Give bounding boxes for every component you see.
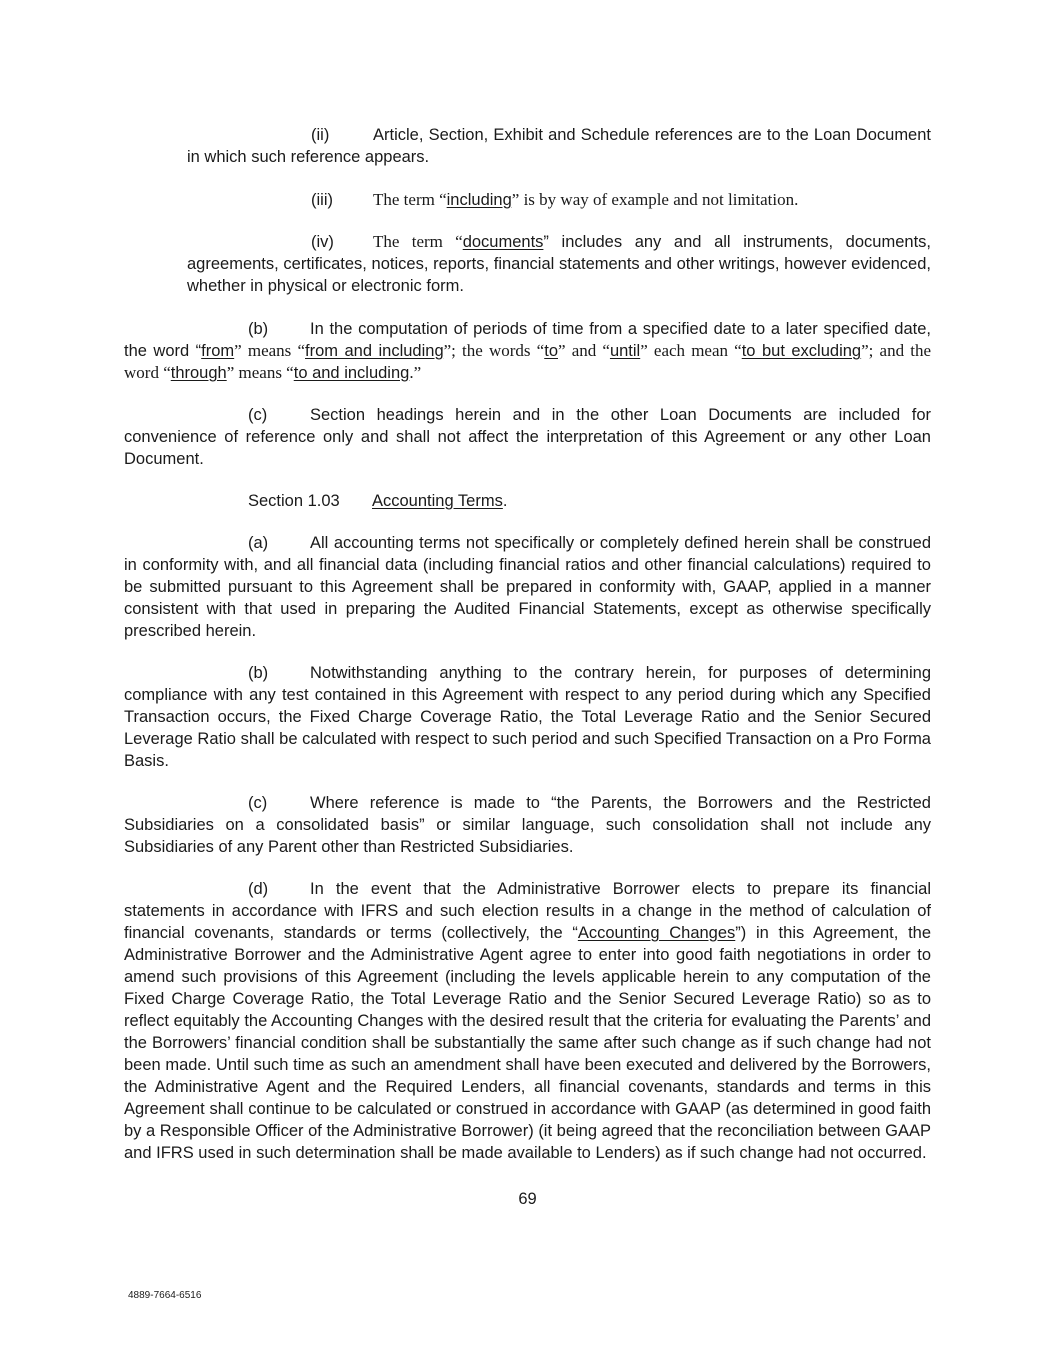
document-id: 4889-7664-6516: [128, 1290, 202, 1301]
paragraph-text: In the event that the Administrative Borrower elects to prepare its financial statements in accordance with IFRS and such election results in a change in the method of calculation of financial covenants, standards or terms (collectively, the “: [124, 880, 931, 942]
paragraph-text: ” each mean “: [640, 341, 742, 360]
section-number: Section 1.03: [248, 492, 340, 510]
paragraph-label: (iii): [311, 191, 333, 209]
section-title: Accounting Terms: [372, 492, 503, 510]
paragraph-b-computation: [124, 318, 931, 384]
paragraph-text: ” and “: [558, 341, 610, 360]
section-period: .: [502, 492, 508, 510]
defined-term: through: [170, 364, 227, 382]
paragraph-text: In the computation of periods of time from a specified date to a later specified date, the word “: [124, 320, 931, 360]
paragraph-text: All accounting terms not specifically or completely defined herein shall be construed in conformity with, and all financial data (including financial ratios and other financial calculations) required to be submitted pursuant to this Agreement shall be prepared in conformity with, GAAP, applied in a manner consistent with that used in preparing the Audited Financial Statements, except as otherwise specifically prescribed herein.: [124, 534, 931, 640]
paragraph-text: ”) in this Agreement, the Administrative Borrower and the Administrative Agent agree to enter into good faith negotiations in order to amend such provisions of this Agreement (including the levels applicable herein to any computation of the Fixed Charge Coverage Ratio, the Total Leverage Ratio and the Senior Secured Leverage Ratio) so as to reflect equitably the Accounting Changes with the desired result that the criteria for evaluating the Parents’ and the Borrowers’ financial condition shall be substantially the same after such change as if such change had not been made. Until such time as such an amendment shall have been executed and delivered by the Borrowers, the Administrative Agent and the Required Lenders, all financial covenants, standards and terms in this Agreement shall continue to be calculated or construed in accordance with GAAP (as determined in good faith by a Responsible Officer of the Administrative Borrower) (it being agreed that the reconciliation between GAAP and IFRS used in such determination shall be made available to Lenders) as if such change had not occurred.: [124, 924, 932, 1162]
defined-term: to and including: [293, 364, 410, 382]
paragraph-text: The term “: [373, 232, 463, 251]
paragraph-ii: [187, 124, 931, 168]
paragraph-text: ” includes any and all instruments, documents, agreements, certificates, notices, reports, financial statements and other writings, however evidenced, whether in physical or electronic form.: [187, 233, 931, 295]
paragraph-label: (b): [248, 664, 269, 682]
paragraph-text: .”: [409, 363, 422, 382]
paragraph-c-headings: [124, 404, 931, 470]
defined-term: to but excluding: [741, 342, 862, 360]
paragraph-label: (b): [248, 320, 269, 338]
paragraph-label: (d): [248, 880, 269, 898]
paragraph-iii: [187, 189, 931, 211]
paragraph-text: Section headings herein and in the other Loan Documents are included for convenience of reference only and shall not affect the interpretation of this Agreement or any other Loan Document.: [124, 406, 931, 468]
defined-term: from and including: [305, 342, 444, 360]
paragraph-a-accounting: [124, 532, 931, 642]
paragraph-label: (iv): [311, 233, 334, 251]
defined-term: from: [201, 342, 235, 360]
paragraph-text: ” means “: [226, 363, 294, 382]
defined-term: Accounting Changes: [577, 924, 736, 942]
paragraph-label: (c): [248, 794, 268, 812]
paragraph-text: Notwithstanding anything to the contrary herein, for purposes of determining compliance with any test contained in this Agreement with respect to any period during which any Specified Transaction occurs, the Fixed Charge Coverage Ratio, the Total Leverage Ratio and the Senior Secured Leverage Ratio shall be calculated with respect to such period and such Specified Transaction on a Pro Forma Basis.: [124, 664, 931, 770]
paragraph-c-consolidation: [124, 792, 931, 858]
paragraph-label: (ii): [311, 126, 330, 144]
paragraph-text: Where reference is made to “the Parents, the Borrowers and the Restricted Subsidiaries on a consolidated basis” or similar language, such consolidation shall not include any Subsidiaries of any Parent other than Restricted Subsidiaries.: [124, 794, 931, 856]
section-heading: [124, 490, 931, 512]
paragraph-text: ” means “: [234, 341, 305, 360]
paragraph-text: ”; the words “: [443, 341, 545, 360]
paragraph-text: ” is by way of example and not limitation.: [511, 190, 799, 209]
paragraph-iv: [187, 231, 931, 297]
paragraph-d-ifrs: [124, 878, 931, 1164]
defined-term: including: [446, 191, 512, 209]
defined-term: to: [544, 342, 558, 360]
defined-term: documents: [462, 233, 544, 251]
paragraph-label: (c): [248, 406, 268, 424]
paragraph-b-notwithstanding: [124, 662, 931, 772]
paragraph-text: Article, Section, Exhibit and Schedule references are to the Loan Document in which such reference appears.: [187, 126, 931, 166]
paragraph-text: ”; and the word “: [124, 341, 931, 382]
paragraph-label: (a): [248, 534, 269, 552]
paragraph-text: The term “: [373, 190, 447, 209]
page-number: 69: [518, 1190, 537, 1208]
defined-term: until: [609, 342, 641, 360]
